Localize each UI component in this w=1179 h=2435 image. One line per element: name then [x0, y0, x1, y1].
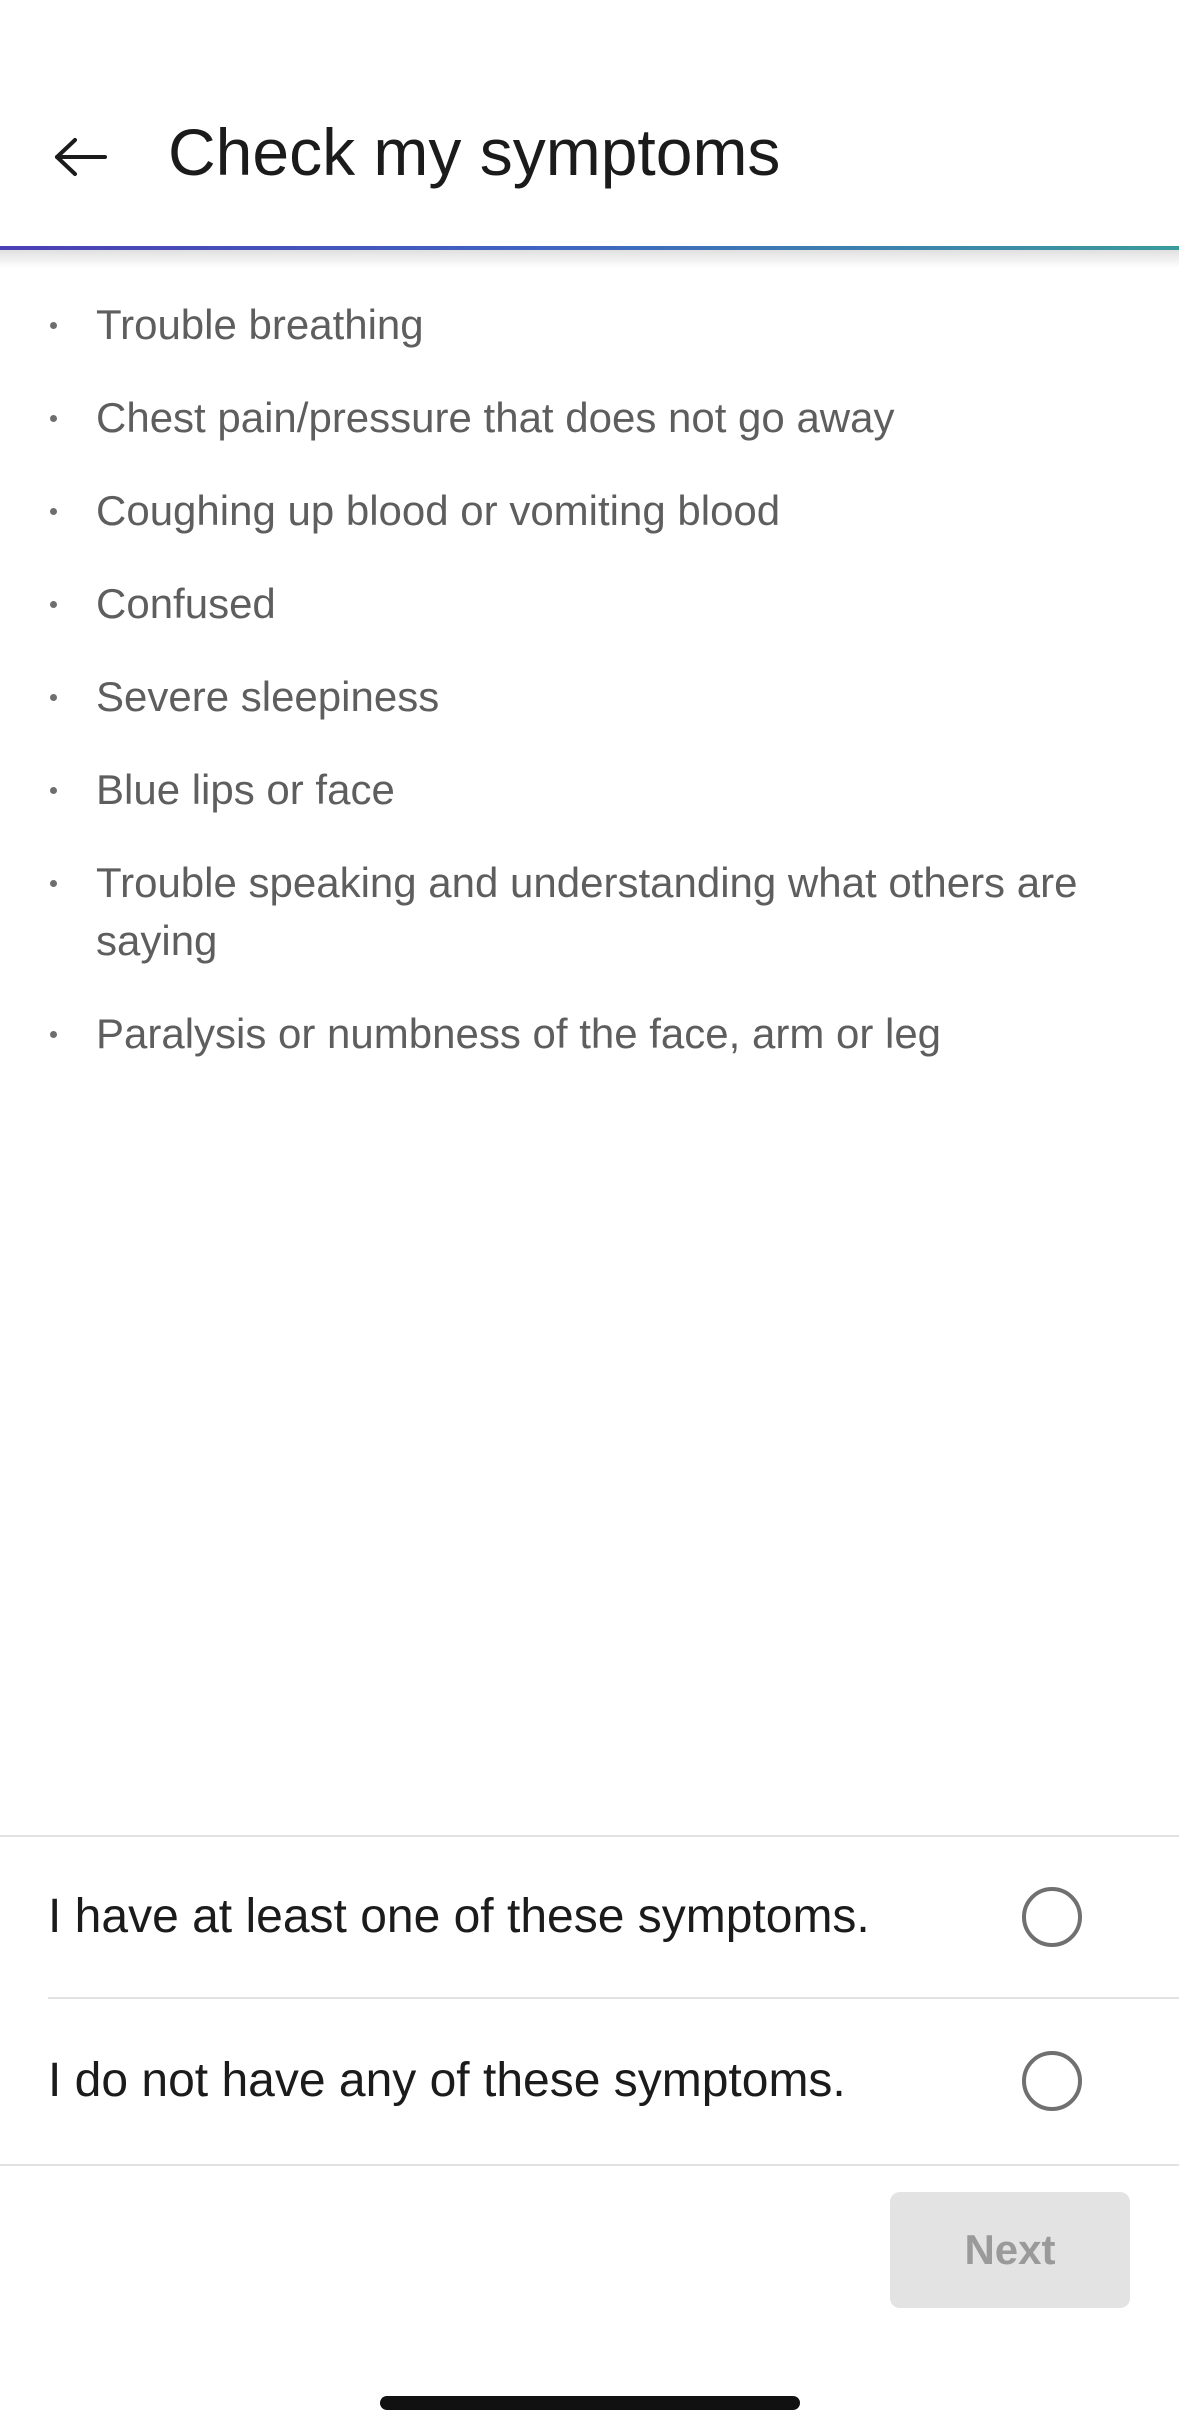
home-indicator[interactable] — [380, 2396, 800, 2410]
bullet-icon — [50, 322, 57, 329]
bullet-icon — [50, 880, 57, 887]
symptom-text: Paralysis or numbness of the face, arm or leg — [96, 1010, 942, 1057]
symptom-text: Trouble speaking and understanding what others are saying — [96, 859, 1078, 964]
symptom-text: Trouble breathing — [96, 301, 424, 348]
radio-button-icon[interactable] — [1022, 2051, 1082, 2111]
option-label: I do not have any of these symptoms. — [48, 2054, 846, 2107]
answer-options — [0, 1835, 1179, 2163]
next-button[interactable]: Next — [890, 2192, 1130, 2308]
bullet-icon — [50, 508, 57, 515]
bullet-icon — [50, 694, 57, 701]
bullet-icon — [50, 415, 57, 422]
bullet-icon — [50, 1031, 57, 1038]
symptom-text: Coughing up blood or vomiting blood — [96, 487, 781, 534]
symptom-list — [0, 296, 1179, 1098]
bullet-icon — [50, 787, 57, 794]
arrow-left-icon — [54, 137, 108, 182]
list-item — [0, 854, 1179, 970]
back-button[interactable] — [46, 124, 116, 194]
list-item — [0, 482, 1179, 540]
symptom-text: Confused — [96, 580, 276, 627]
list-item — [0, 668, 1179, 726]
list-item — [0, 575, 1179, 633]
divider — [0, 2164, 1179, 2166]
symptom-text: Severe sleepiness — [96, 673, 440, 720]
option-has-symptoms[interactable] — [48, 1837, 1179, 1997]
radio-button-icon[interactable] — [1022, 1887, 1082, 1947]
option-label: I have at least one of these symptoms. — [48, 1890, 870, 1943]
list-item — [0, 1005, 1179, 1063]
bullet-icon — [50, 601, 57, 608]
list-item — [0, 389, 1179, 447]
list-item — [0, 761, 1179, 819]
app-header — [0, 0, 1179, 246]
option-no-symptoms[interactable] — [48, 1997, 1179, 2163]
list-item — [0, 296, 1179, 354]
page-title: Check my symptoms — [168, 115, 781, 189]
header-shadow — [0, 250, 1179, 268]
symptom-text: Blue lips or face — [96, 766, 395, 813]
symptom-text: Chest pain/pressure that does not go away — [96, 394, 895, 441]
